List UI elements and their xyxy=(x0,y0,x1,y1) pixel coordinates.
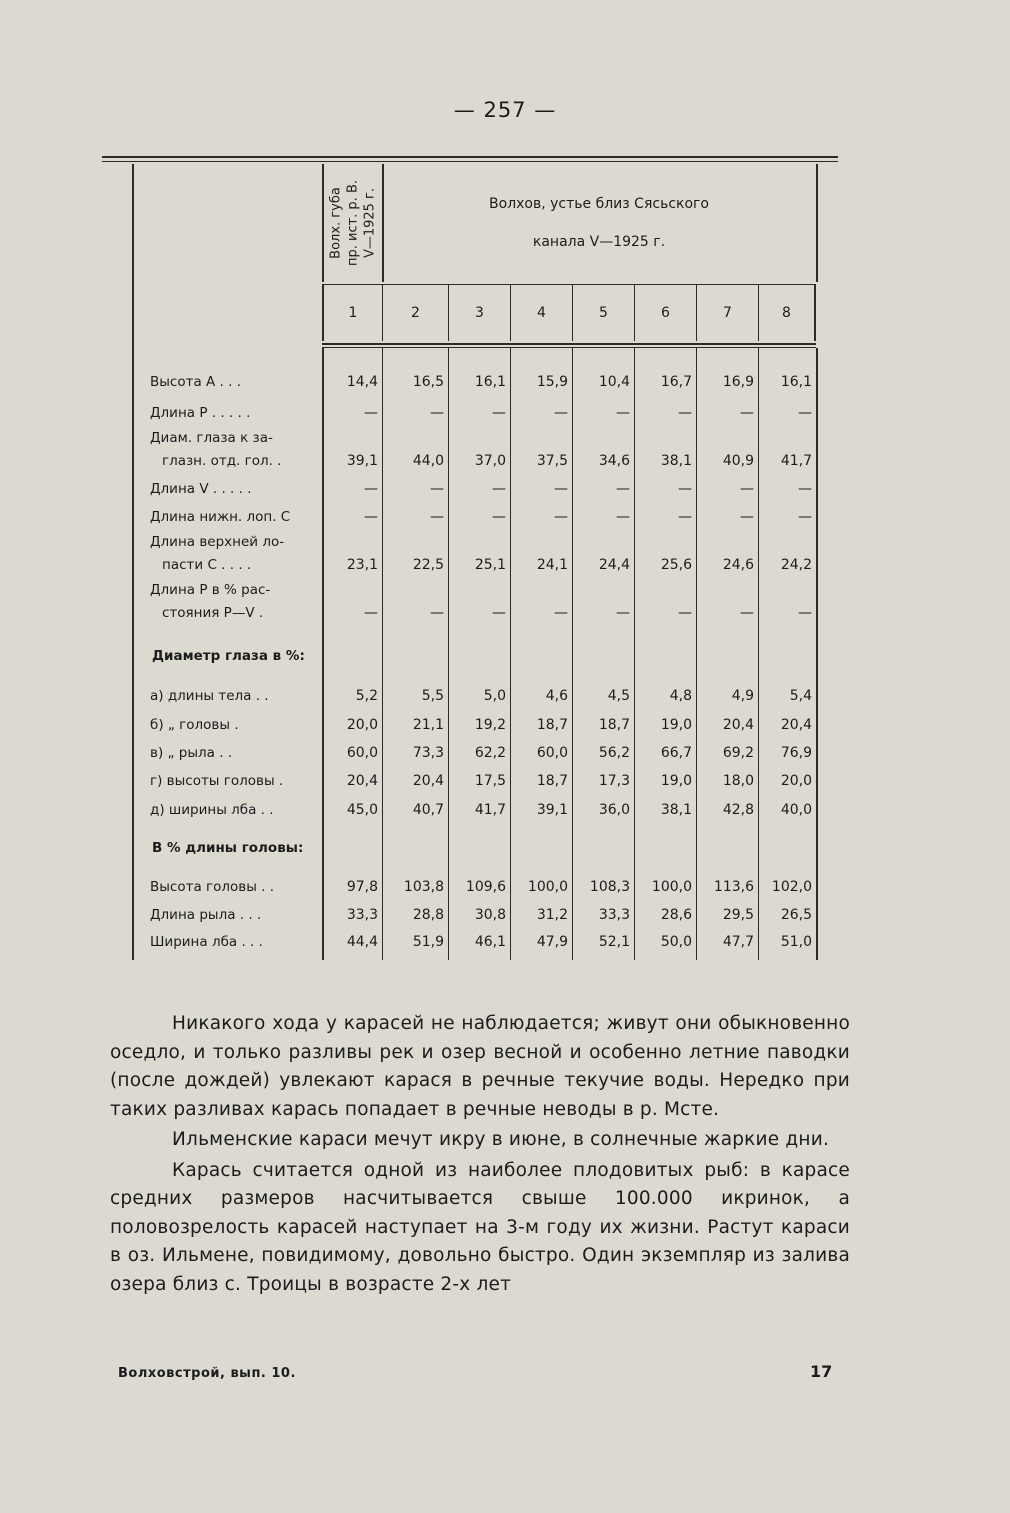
table-row xyxy=(150,370,818,394)
cell-value: 108,3 xyxy=(589,879,630,895)
cell-value: 20,0 xyxy=(346,717,378,733)
cell-value: 15,9 xyxy=(536,374,568,390)
cell-value: 24,6 xyxy=(722,557,754,573)
footer-publication: Волховстрой, вып. 10. xyxy=(118,1366,296,1381)
table-row xyxy=(150,430,818,473)
cell-value: — xyxy=(364,405,378,421)
table-top-rule xyxy=(102,156,838,158)
cell-value: 26,5 xyxy=(780,907,812,923)
cell-value: — xyxy=(364,509,378,525)
table-row xyxy=(150,684,818,708)
cell-value: — xyxy=(492,509,506,525)
cell-value: — xyxy=(740,605,754,621)
cell-value: 24,1 xyxy=(536,557,568,573)
row-label: Длина Р в % рас- xyxy=(150,582,271,598)
cell-value: 62,2 xyxy=(474,745,506,761)
column-number-row xyxy=(322,285,816,341)
cell-value: — xyxy=(678,509,692,525)
cell-value: 73,3 xyxy=(412,745,444,761)
column-divider xyxy=(572,348,573,960)
cell-value: — xyxy=(492,481,506,497)
table-row xyxy=(150,741,818,765)
cell-value: 29,5 xyxy=(722,907,754,923)
row-label: Длина верхней ло- xyxy=(150,534,285,550)
table-body-grid xyxy=(322,348,816,960)
cell-value: 16,1 xyxy=(474,374,506,390)
cell-value: 24,2 xyxy=(780,557,812,573)
cell-value: 37,5 xyxy=(536,453,568,469)
cell-value: 5,2 xyxy=(355,688,378,704)
column-divider xyxy=(816,348,818,960)
cell-value: 47,9 xyxy=(536,934,568,950)
cell-value: 19,0 xyxy=(660,717,692,733)
row-label: стояния Р—V . xyxy=(162,605,264,621)
footer-signature-number: 17 xyxy=(810,1362,833,1381)
cell-value: 30,8 xyxy=(474,907,506,923)
section-title: В % длины головы: xyxy=(152,840,304,856)
row-label: а) длины тела . . xyxy=(150,688,269,704)
cell-value: 51,0 xyxy=(780,934,812,950)
cell-value: 20,0 xyxy=(780,773,812,789)
cell-value: 51,9 xyxy=(412,934,444,950)
header-group-line2: канала V—1925 г. xyxy=(532,234,666,250)
row-label: в) „ рыла . . xyxy=(150,745,233,761)
row-label: пасти С . . . . xyxy=(162,557,252,573)
cell-value: 40,7 xyxy=(412,802,444,818)
cell-value: — xyxy=(554,481,568,497)
cell-value: 69,2 xyxy=(722,745,754,761)
table-left-border xyxy=(132,164,134,960)
cell-value: 19,0 xyxy=(660,773,692,789)
table-row xyxy=(150,534,818,577)
body-text xyxy=(110,1010,850,1301)
cell-value: 47,7 xyxy=(722,934,754,950)
cell-value: 16,1 xyxy=(780,374,812,390)
paragraph: Карась считается одной из наиболее плодовитых рыб: в карасе средних размеров насчитывается свыше 100.000 икринок, а половозрелость карасей наступает на 3-м году их жизни. Растут караси в оз. Ильмене, повидимому, довольно быстро. Один экземпляр из залива озера близ с. Троицы в возрасте 2-х лет xyxy=(110,1159,850,1295)
cell-value: 5,4 xyxy=(789,688,812,704)
cell-value: 17,3 xyxy=(598,773,630,789)
header-vertical-line: V—1925 г. xyxy=(362,187,378,259)
header-vertical-line: Волх. губа xyxy=(328,187,344,259)
cell-value: 16,7 xyxy=(660,374,692,390)
cell-value: 50,0 xyxy=(660,934,692,950)
cell-value: — xyxy=(798,481,812,497)
cell-value: — xyxy=(554,405,568,421)
table-row xyxy=(150,505,818,529)
column-number: 7 xyxy=(696,285,758,341)
cell-value: 33,3 xyxy=(346,907,378,923)
cell-value: 52,1 xyxy=(598,934,630,950)
cell-value: 46,1 xyxy=(474,934,506,950)
column-number: 6 xyxy=(634,285,696,341)
cell-value: 100,0 xyxy=(527,879,568,895)
cell-value: 33,3 xyxy=(598,907,630,923)
cell-value: 41,7 xyxy=(780,453,812,469)
cell-value: 66,7 xyxy=(660,745,692,761)
cell-value: — xyxy=(492,605,506,621)
cell-value: — xyxy=(740,481,754,497)
column-divider xyxy=(510,348,511,960)
cell-value: 37,0 xyxy=(474,453,506,469)
row-label: Высота А . . . xyxy=(150,374,242,390)
cell-value: — xyxy=(364,605,378,621)
cell-value: 17,5 xyxy=(474,773,506,789)
cell-value: 22,5 xyxy=(412,557,444,573)
cell-value: 14,4 xyxy=(346,374,378,390)
column-divider xyxy=(382,348,383,960)
cell-value: 100,0 xyxy=(651,879,692,895)
cell-value: — xyxy=(554,605,568,621)
row-label: Диам. глаза к за- xyxy=(150,430,273,446)
cell-value: — xyxy=(740,509,754,525)
cell-value: 25,6 xyxy=(660,557,692,573)
cell-value: — xyxy=(430,509,444,525)
cell-value: — xyxy=(430,605,444,621)
cell-value: 16,9 xyxy=(722,374,754,390)
cell-value: 20,4 xyxy=(780,717,812,733)
column-number: 4 xyxy=(510,285,572,341)
row-label: Ширина лба . . . xyxy=(150,934,263,950)
row-label: Длина V . . . . . xyxy=(150,481,252,497)
cell-value: 18,0 xyxy=(722,773,754,789)
column-number: 8 xyxy=(758,285,816,341)
column-number: 5 xyxy=(572,285,634,341)
cell-value: 97,8 xyxy=(346,879,378,895)
table-row xyxy=(150,713,818,737)
cell-value: 10,4 xyxy=(598,374,630,390)
cell-value: 19,2 xyxy=(474,717,506,733)
cell-value: — xyxy=(616,481,630,497)
table-row xyxy=(150,875,818,899)
cell-value: — xyxy=(678,605,692,621)
cell-value: 21,1 xyxy=(412,717,444,733)
row-label: д) ширины лба . . xyxy=(150,802,274,818)
cell-value: — xyxy=(798,405,812,421)
cell-value: 20,4 xyxy=(412,773,444,789)
cell-value: — xyxy=(740,405,754,421)
header-vertical-column xyxy=(322,164,384,282)
column-number: 1 xyxy=(322,285,382,341)
table-row xyxy=(150,477,818,501)
cell-value: — xyxy=(616,509,630,525)
table-row xyxy=(150,401,818,425)
row-label: глазн. отд. гол. . xyxy=(162,453,282,469)
cell-value: — xyxy=(616,605,630,621)
cell-value: 113,6 xyxy=(713,879,754,895)
row-label: Высота головы . . xyxy=(150,879,275,895)
column-number: 2 xyxy=(382,285,448,341)
column-divider xyxy=(448,348,449,960)
cell-value: — xyxy=(430,405,444,421)
table-top-rule-thin xyxy=(102,161,838,162)
cell-value: 18,7 xyxy=(536,773,568,789)
column-divider xyxy=(696,348,697,960)
cell-value: 41,7 xyxy=(474,802,506,818)
cell-value: 5,0 xyxy=(483,688,506,704)
header-rule-double xyxy=(322,343,816,345)
cell-value: 44,4 xyxy=(346,934,378,950)
cell-value: 34,6 xyxy=(598,453,630,469)
cell-value: 45,0 xyxy=(346,802,378,818)
column-divider xyxy=(758,348,759,960)
cell-value: 23,1 xyxy=(346,557,378,573)
table-row xyxy=(150,769,818,793)
cell-value: — xyxy=(492,405,506,421)
page-number: — 257 — xyxy=(453,98,557,122)
cell-value: 38,1 xyxy=(660,802,692,818)
cell-value: 31,2 xyxy=(536,907,568,923)
paragraph: Ильменские караси мечут икру в июне, в солнечные жаркие дни. xyxy=(172,1129,830,1150)
cell-value: — xyxy=(430,481,444,497)
paragraph: Никакого хода у карасей не наблюдается; живут они обыкновенно оседло, и только разливы рек и озер весной и особенно летние паводки (после дождей) увлекают карася в речные текучие воды. Нередко при таких разливах карась попадает в речные неводы в р. Мсте. xyxy=(110,1013,850,1120)
cell-value: 4,6 xyxy=(545,688,568,704)
cell-value: — xyxy=(678,481,692,497)
header-group xyxy=(382,164,818,282)
column-divider xyxy=(634,348,635,960)
cell-value: 24,4 xyxy=(598,557,630,573)
cell-value: — xyxy=(798,509,812,525)
cell-value: — xyxy=(798,605,812,621)
table-row xyxy=(150,582,818,625)
column-divider xyxy=(322,348,324,960)
cell-value: 40,0 xyxy=(780,802,812,818)
cell-value: 20,4 xyxy=(346,773,378,789)
cell-value: 102,0 xyxy=(771,879,812,895)
cell-value: 4,9 xyxy=(731,688,754,704)
cell-value: 60,0 xyxy=(536,745,568,761)
cell-value: — xyxy=(364,481,378,497)
cell-value: 5,5 xyxy=(421,688,444,704)
cell-value: 18,7 xyxy=(536,717,568,733)
header-vertical-text xyxy=(328,180,379,266)
cell-value: 28,6 xyxy=(660,907,692,923)
row-label: Длина нижн. лоп. С xyxy=(150,509,291,525)
table-row xyxy=(150,903,818,927)
cell-value: 40,9 xyxy=(722,453,754,469)
cell-value: 36,0 xyxy=(598,802,630,818)
cell-value: 44,0 xyxy=(412,453,444,469)
cell-value: 25,1 xyxy=(474,557,506,573)
row-label: г) высоты головы . xyxy=(150,773,284,789)
cell-value: 16,5 xyxy=(412,374,444,390)
row-label: б) „ головы . xyxy=(150,717,239,733)
header-group-line1: Волхов, устье близ Сясьского xyxy=(489,196,709,212)
cell-value: 18,7 xyxy=(598,717,630,733)
table-row xyxy=(150,798,818,822)
cell-value: — xyxy=(616,405,630,421)
cell-value: 56,2 xyxy=(598,745,630,761)
cell-value: 109,6 xyxy=(465,879,506,895)
row-label: Длина Р . . . . . xyxy=(150,405,251,421)
column-number: 3 xyxy=(448,285,510,341)
cell-value: 103,8 xyxy=(403,879,444,895)
cell-value: 28,8 xyxy=(412,907,444,923)
cell-value: — xyxy=(554,509,568,525)
header-vertical-line: пр. ист. р. В. xyxy=(345,179,361,267)
cell-value: 38,1 xyxy=(660,453,692,469)
cell-value: 20,4 xyxy=(722,717,754,733)
cell-value: — xyxy=(678,405,692,421)
cell-value: 4,8 xyxy=(669,688,692,704)
cell-value: 4,5 xyxy=(607,688,630,704)
section-title: Диаметр глаза в %: xyxy=(152,648,305,664)
cell-value: 60,0 xyxy=(346,745,378,761)
table-row xyxy=(150,930,818,954)
cell-value: 42,8 xyxy=(722,802,754,818)
row-label: Длина рыла . . . xyxy=(150,907,262,923)
cell-value: 39,1 xyxy=(536,802,568,818)
cell-value: 76,9 xyxy=(780,745,812,761)
cell-value: 39,1 xyxy=(346,453,378,469)
